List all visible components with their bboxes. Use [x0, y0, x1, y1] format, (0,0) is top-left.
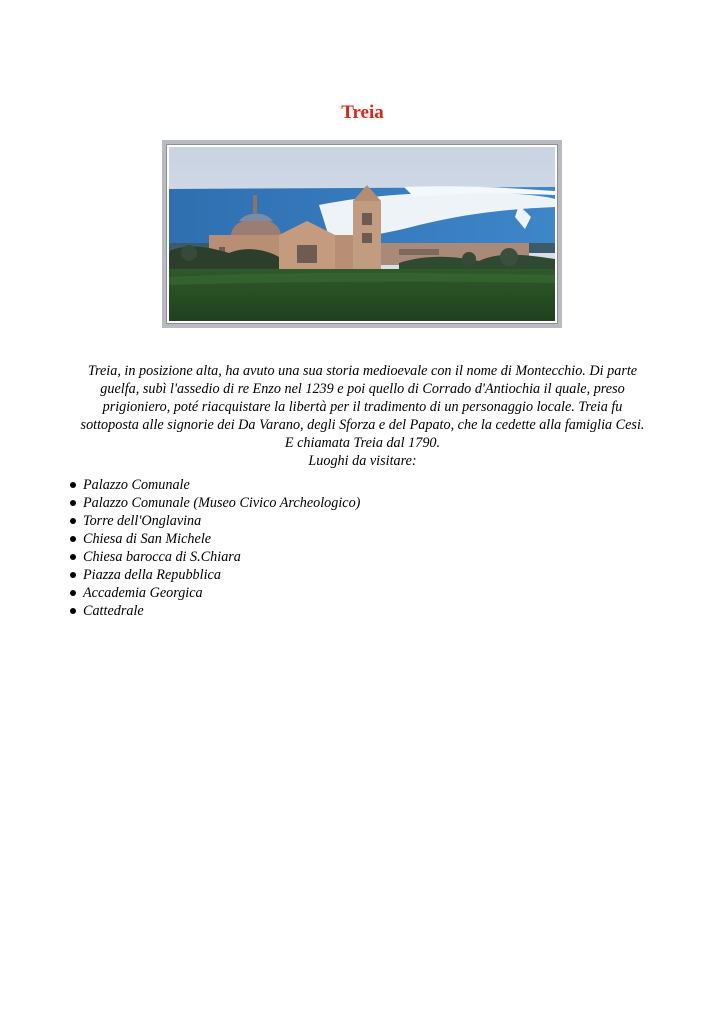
- page-title: Treia: [341, 102, 384, 123]
- bullet-icon: [70, 554, 76, 560]
- list-item: [70, 530, 360, 548]
- bullet-icon: [70, 500, 76, 506]
- intro-paragraph: [60, 362, 665, 470]
- town-photo-image: [169, 147, 555, 321]
- intro-line: E chiamata Treia dal 1790.: [284, 435, 441, 451]
- bullet-icon: [70, 572, 76, 578]
- intro-line: sottoposta alle signorie dei Da Varano, degli Sforza e del Papato, che la cedette alla famiglia Cesi.: [80, 417, 645, 433]
- list-item: [70, 512, 360, 530]
- bullet-icon: [70, 518, 76, 524]
- intro-line: Treia, in posizione alta, ha avuto una sua storia medioevale con il nome di Montecchio. Di parte: [87, 363, 638, 379]
- list-item: [70, 476, 360, 494]
- place-name: Piazza della Repubblica: [83, 567, 221, 583]
- bullet-icon: [70, 608, 76, 614]
- bullet-icon: [70, 536, 76, 542]
- place-name: Cattedrale: [83, 603, 144, 619]
- intro-line: prigioniero, poté riacquistare la libertà per il tradimento di un personaggio locale. Treia fu: [102, 399, 623, 415]
- town-photo: [162, 140, 562, 328]
- list-item: [70, 602, 360, 620]
- list-item: [70, 584, 360, 602]
- place-name: Palazzo Comunale (Museo Civico Archeologico): [83, 495, 361, 511]
- place-name: Chiesa di San Michele: [83, 531, 212, 547]
- place-name: Torre dell'Onglavina: [83, 513, 202, 529]
- list-item: [70, 566, 360, 584]
- places-list: [70, 476, 360, 620]
- list-item: [70, 494, 360, 512]
- place-name: Chiesa barocca di S.Chiara: [83, 549, 241, 565]
- list-item: [70, 548, 360, 566]
- bullet-icon: [70, 590, 76, 596]
- bullet-icon: [70, 482, 76, 488]
- intro-line: guelfa, subì l'assedio di re Enzo nel 1239 e poi quello di Corrado d'Antiochia il quale, preso: [100, 381, 625, 397]
- place-name: Palazzo Comunale: [83, 477, 190, 493]
- place-name: Accademia Georgica: [83, 585, 203, 601]
- intro-line: Luoghi da visitare:: [308, 453, 417, 469]
